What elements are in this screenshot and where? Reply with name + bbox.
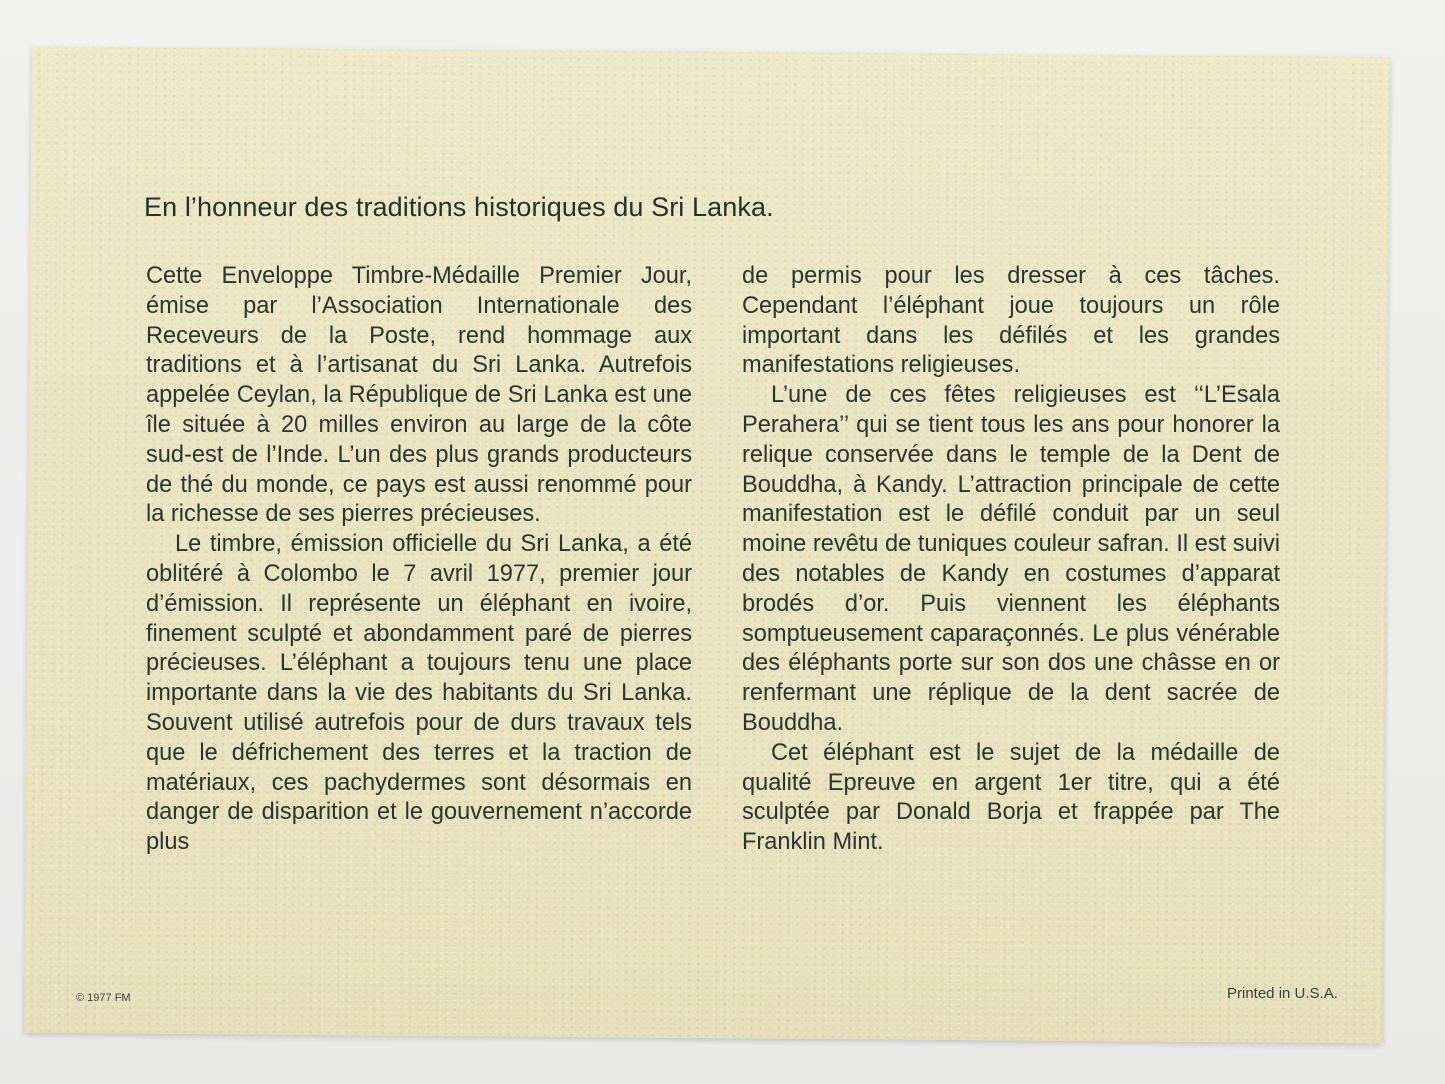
medal-paragraph: Cet éléphant est le sujet de la médaille de qualité Epreuve en argent 1er titre, qui a été sculptée par Donald Borja et frappée par The Franklin Mint.	[742, 739, 1280, 856]
festival-paragraph: L’une de ces fêtes religieuses est ‘‘L’Esala Perahera’’ qui se tient tous les ans pour honorer la relique conservée dans le temple de la Dent de Bouddha, à Kandy. L’attraction principale de cette manifestation est le défilé conduit par un seul moine revêtu de tuniques couleur safran. Il est suivi des notables de Kandy en costumes d’apparat brodés d’or. Puis viennent les éléphants somptueusement caparaçonnés. Le plus vénérable des éléphants porte sur son dos une châsse en or renfermant une réplique de la dent sacrée de Bouddha.	[742, 382, 1280, 736]
printed-in-notice: Printed in U.S.A.	[1227, 985, 1338, 1002]
stamp-paragraph: Le timbre, émission officielle du Sri Lanka, a été oblitéré à Colombo le 7 avril 1977, premier jour d’émission. Il représente un éléphant en ivoire, finement sculpté et abondamment paré de pierres précieuses. L’éléphant a toujours tenu une place importante dans la vie des habitants du Sri Lanka. Souvent utilisé autrefois pour de durs travaux tels que le défrichement des terres et la traction de matériaux, ces pachydermes sont désormais en danger de disparition et le gouvernement n’accorde plus	[146, 531, 692, 856]
left-text-column	[146, 262, 692, 858]
intro-paragraph: Cette Enveloppe Timbre-Médaille Premier Jour, émise par l’Association Internationale des Receveurs de la Poste, rend hommage aux traditions et à l’artisanat du Sri Lanka. Autrefois appelée Ceylan, la République de Sri Lanka est une île située à 20 milles environ au large de la côte sud-est de l’Inde. L’un des plus grands producteurs de thé du monde, ce pays est aussi renommé pour la richesse de ses pierres précieuses.	[146, 263, 692, 528]
continuation-paragraph: de permis pour les dresser à ces tâches. Cependant l’éléphant joue toujours un rôle important dans les défilés et les grandes manifestations religieuses.	[742, 263, 1280, 379]
copyright-notice: © 1977 FM	[76, 992, 131, 1004]
right-text-column	[742, 262, 1280, 858]
page-title: En l’honneur des traditions historiques du Sri Lanka.	[144, 192, 774, 222]
